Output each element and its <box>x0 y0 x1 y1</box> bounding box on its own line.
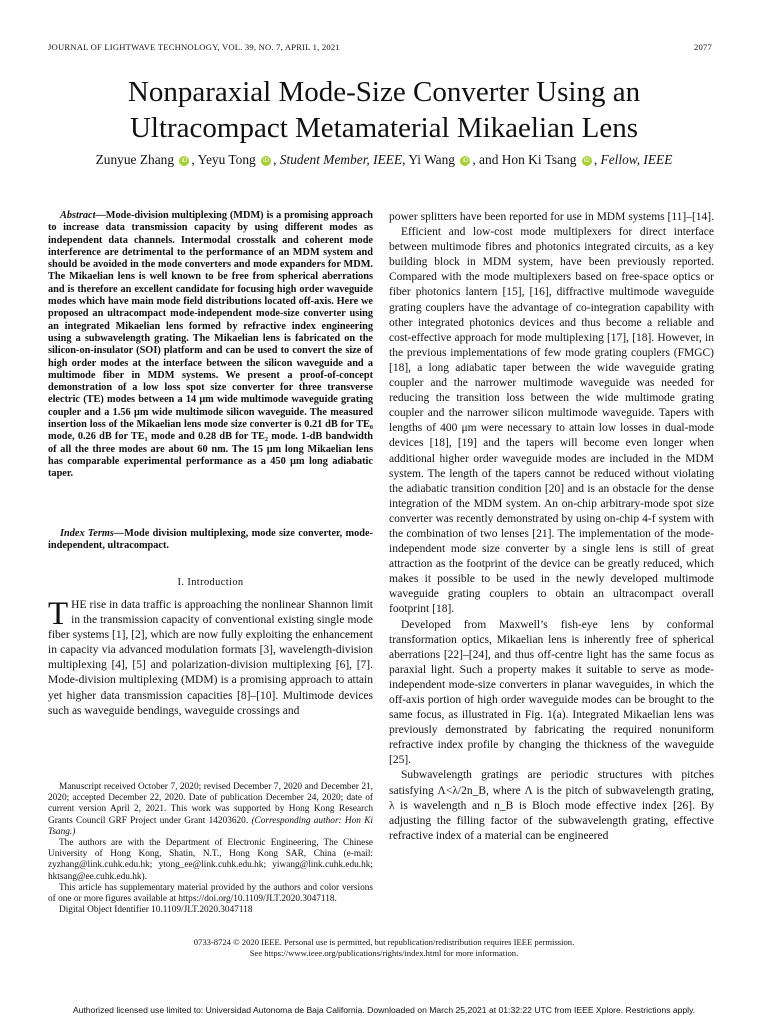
author-list: Zunyue Zhang iD , Yeyu Tong iD , Student Member, IEEE, Yi Wang iD , and Hon Ki Tsang iD , Fellow, IEEE <box>95 152 673 167</box>
paragraph: power splitters have been reported for use in MDM systems [11]–[14]. <box>389 211 715 223</box>
author-2-role: Student Member, IEEE <box>279 152 403 167</box>
paragraph: Developed from Maxwell’s fish-eye lens by conformal transformation optics, Mikaelian lens is inherently free of spherical aberrations [22]–[24], and thus off-centre light has the same focus as paraxial light. Such a property makes it suitable to serve as mode-independent mode-size converters in planar waveguides, in which the off-axis portion of high order waveguide modes can be brought to the same focus, as illustrated in Fig. 1(a). Integrated Mikaelian lens was previously demonstrated by fabricating the required nonuniform refractive index profile by changing the thickness of the waveguide [25]. <box>389 618 714 767</box>
index-terms-label: Index Terms <box>60 528 114 539</box>
copyright-line-1: 0733-8724 © 2020 IEEE. Personal use is permitted, but republication/redistribution requires IEEE permission. <box>193 937 575 947</box>
abstract-text: —Mode-division multiplexing (MDM) is a promising approach to increase data transmission capacity by using different modes as independent data channels. Intermodal crosstalk and coherent mode interference are detrimental to the performance of an MDM system and should be avoided in the mode converters and mode expanders for MDM. The Mikaelian lens is well known to be free from spherical aberrations and is therefore an excellent candidate for focusing high order waveguide modes which have main mode field distributions located off-axis. Here we proposed an ultracompact mode-independent mode-size converter using an integrated Mikaelian lens formed by refractive index engineering using a subwavelength grating. The Mikaelian lens is fabricated on the silicon-on-insulator (SOI) platform and can be used to convert the size of high order modes at the interface between the silicon waveguide and a multimode fiber in MDM systems. We present a proof-of-concept demonstration of a low loss spot size converter for three transverse electric (TE) modes between a 14 μm wide multimode waveguide grating coupler and a 1.56 μm wide multimode silicon waveguide. The measured insertion loss of the Mikaelian lens mode size converter is 0.21 dB for TE₀ mode, 0.26 dB for TE₁ mode and 0.28 dB for TE₂ mode. 1-dB bandwidth of all the three modes are about 60 nm. The 15 μm long Mikaelian lens has comparable experimental performance as a 450 μm long adiabatic taper. <box>48 210 373 480</box>
footnote-manuscript-text: Manuscript received October 7, 2020; revised December 7, 2020 and December 21, 2020; accepted December 22, 2020. Date of publication December 24, 2020; date of current version April 2, 2021. This work was supported by Hong Kong Research Grants Council GRF Project under Grant 14203620. <box>48 782 373 826</box>
author-3: Yi Wang <box>408 152 455 167</box>
orcid-icon[interactable]: iD <box>261 156 271 166</box>
orcid-icon[interactable]: iD <box>582 156 592 166</box>
paper-title <box>40 74 728 146</box>
author-2: Yeyu Tong <box>197 152 256 167</box>
title-line-1: Nonparaxial Mode-Size Converter Using an <box>127 76 641 108</box>
copyright-line-2: See https://www.ieee.org/publications/rights/index.html for more information. <box>249 948 519 958</box>
index-terms <box>48 528 373 553</box>
footnote-doi: Digital Object Identifier 10.1109/JLT.2020.3047118 <box>59 905 253 916</box>
author-1: Zunyue Zhang <box>95 152 175 167</box>
author-4-role: Fellow, IEEE <box>600 152 673 167</box>
abstract-label: Abstract <box>60 210 96 221</box>
journal-name: JOURNAL OF LIGHTWAVE TECHNOLOGY, VOL. 39, NO. 7, APRIL 1, 2021 <box>48 42 340 52</box>
introduction-body <box>48 598 373 719</box>
footnote-affiliation: The authors are with the Department of Electronic Engineering, The Chinese University of Hong Kong, Shatin, N.T., Hong Kong SAR, China (e-mail: zyzhang@link.cuhk.edu.hk; ytong_ee@link.cuhk.edu.hk; yiwang@link.cuhk.edu.hk; hktsang@ee.cuhk.edu.hk). <box>48 838 373 882</box>
footnotes <box>48 782 373 916</box>
paragraph: Efficient and low-cost mode multiplexers for direct interface between multimode fibres and photonics integrated circuits, as a key building block in MDM system, have been previously reported. Compared with the mode multiplexers based on free-space optics or fiber photonics lantern [15], [16], diffractive multimode waveguide grating couplers have the advantage of co-integration capability with other integrated photonics devices and thus become a reliable and cost-effective approach for mode multiplexing [17], [18]. However, in the previous implementations of few mode grating couplers (FMGC) [18], a long adiabatic taper between the wide waveguide grating coupler and the narrower multimode waveguide was needed for reducing the transition loss between the wide multimode grating coupler and the narrower silicon multimode waveguide. Tapers with lengths of 400 μm were necessary to attain low losses in dual-mode devices [18], [19] and the tapers will become even longer when additional higher order waveguide modes are included in the MDM system. The length of the tapers cannot be reduced without violating the adiabatic transition condition [20] and is an obstacle for the dense integration of the MDM system. An on-chip arbitrary-mode spot size converter was recently demonstrated by using on-chip 4-f system with the combination of two lenses [21]. The implementation of the mode-independent mode size converter by a single lens is still of great attraction as the footprint of the device can be greatly reduced, which makes it possible to be used in the newly developed multimode waveguide grating couplers to obtain an ultracompact overall footprint [18]. <box>389 226 714 616</box>
copyright-notice <box>40 937 728 959</box>
abstract <box>48 210 373 481</box>
section-heading: I. Introduction <box>177 577 244 588</box>
running-header <box>48 42 712 56</box>
orcid-icon[interactable]: iD <box>179 156 189 166</box>
drop-cap: T <box>48 596 69 632</box>
page-number: 2077 <box>694 42 712 52</box>
author-4: Hon Ki Tsang <box>501 152 577 167</box>
author-separator: , and <box>472 152 502 167</box>
index-terms-text: —Mode division multiplexing, mode size converter, mode-independent, ultracompact. <box>48 528 373 552</box>
introduction-text: HE rise in data traffic is approaching the nonlinear Shannon limit in the transmission capacity of conventional existing single mode fiber systems [1], [2], which are now fully exploiting the enhancement in capacity via advanced modulation formats [3], wavelength-division multiplexing [4], [5] and polarization-division multiplexing [6], [7]. Mode-division multiplexing (MDM) is a promising approach to attain yet higher data transmission capacities [8]–[10]. Multimode devices such as waveguide bendings, waveguide crossings and <box>48 599 373 717</box>
right-column <box>389 210 714 844</box>
orcid-icon[interactable]: iD <box>460 156 470 166</box>
footnote-supplementary: This article has supplementary material provided by the authors and color versions of one or more figures available at https://doi.org/10.1109/JLT.2020.3047118. <box>48 882 373 905</box>
title-line-2: Ultracompact Metamaterial Mikaelian Lens <box>129 112 639 144</box>
footnote-manuscript <box>48 782 373 838</box>
authorized-use-notice: Authorized licensed use limited to: Universidad Autonoma de Baja California. Downloaded on March 25,2021 at 01:32:22 UTC from IEEE Xplore. Restrictions apply. <box>72 1005 696 1015</box>
corresponding-author: (Corresponding author: Hon Ki Tsang.) <box>48 815 374 837</box>
paragraph: Subwavelength gratings are periodic structures with pitches satisfying Λ<λ/2n_B, where Λ is the pitch of subwavelength grating, λ is wavelength and n_B is Bloch mode effective index [26]. By adjusting the filling factor of the subwavelength grating, effective refractive index of a material can be engineered <box>389 769 714 842</box>
